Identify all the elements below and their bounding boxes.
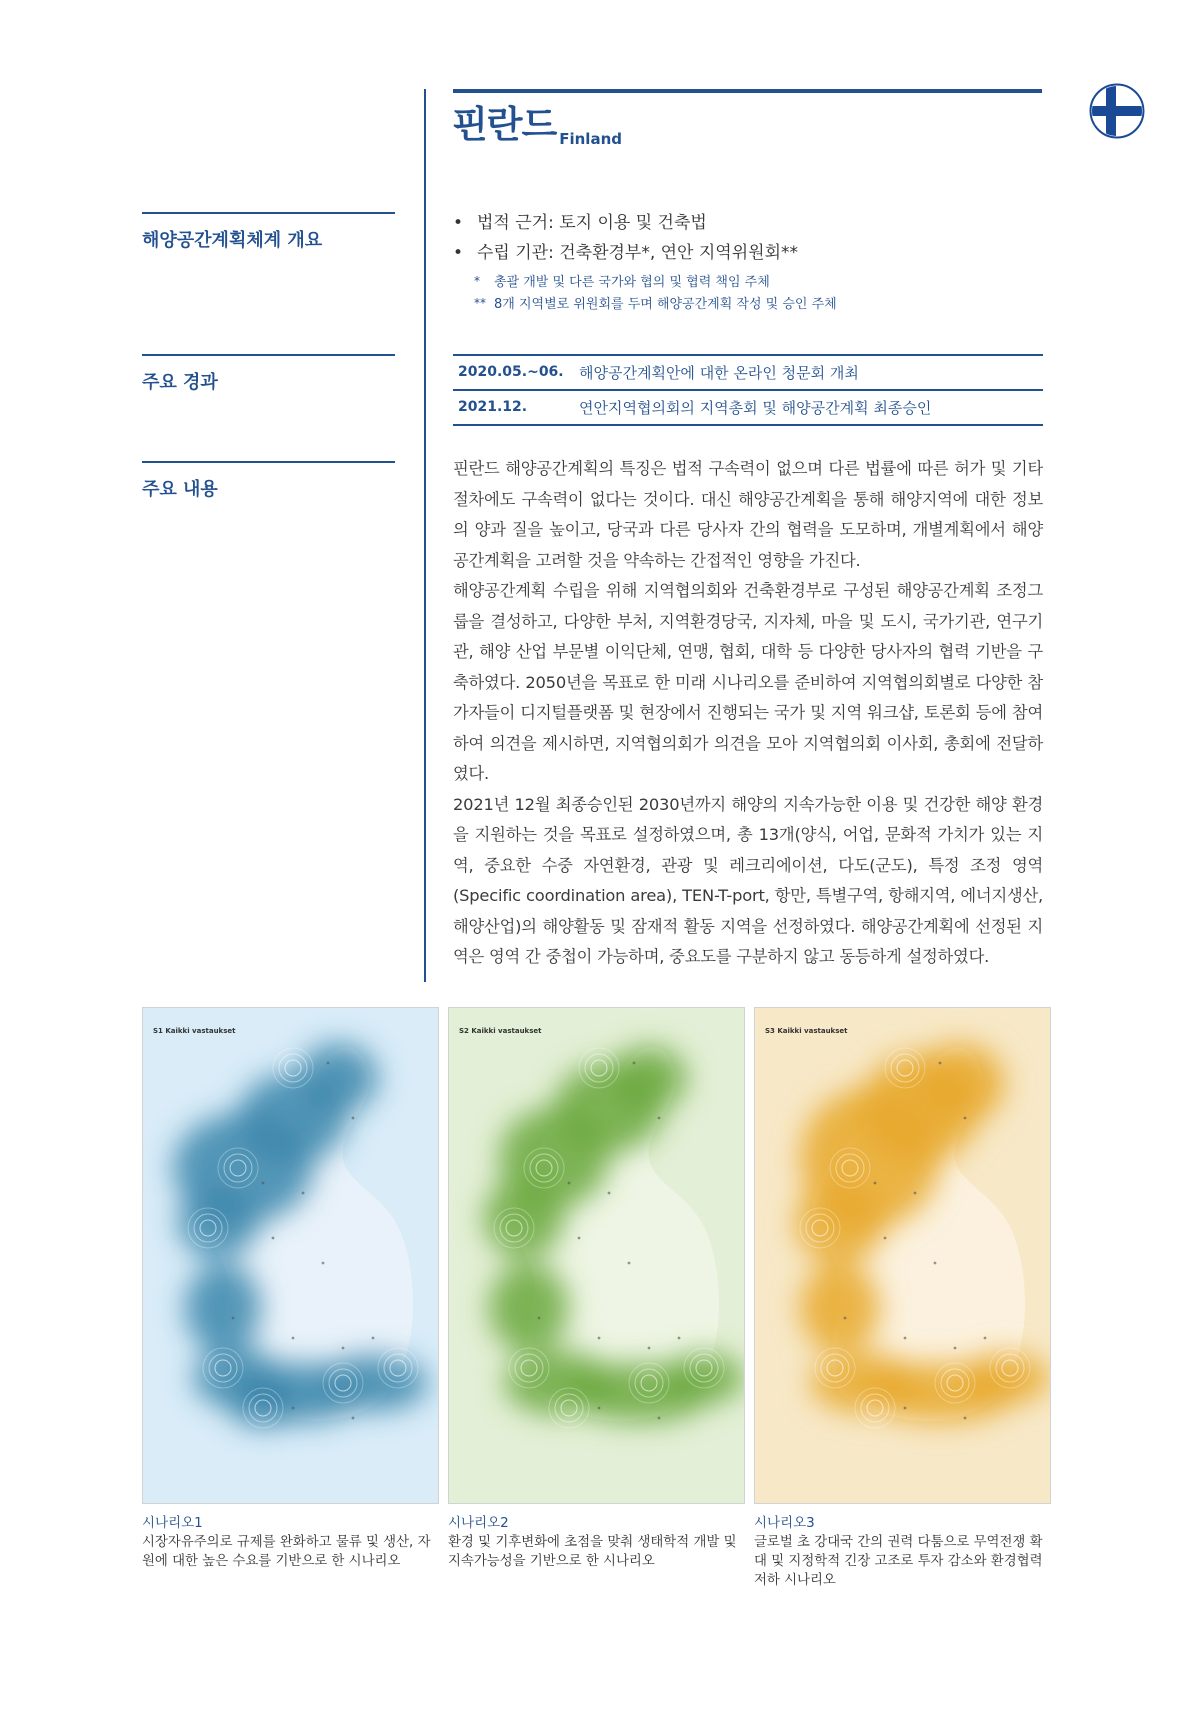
- town-dot: [232, 1317, 235, 1320]
- town-dot: [578, 1237, 581, 1240]
- town-dot: [292, 1337, 295, 1340]
- map-label: S2 Kaikki vastaukset: [459, 1027, 542, 1035]
- town-dot: [262, 1182, 265, 1185]
- caption-title: 시나리오3: [754, 1515, 815, 1531]
- town-dot: [648, 1347, 651, 1350]
- section-heading-overview: 해양공간계획체계 개요: [142, 230, 323, 251]
- timeline-table: [453, 354, 1043, 426]
- town-dot: [302, 1192, 305, 1195]
- body-paragraph: 해양공간계획 수립을 위해 지역협의회와 건축환경부로 구성된 해양공간계획 조정그룹을 결성하고, 다양한 부처, 지역환경당국, 지자체, 마을 및 도시, 국가기관, 연구기관, 해양 산업 부문별 이익단체, 연맹, 협회, 대학 등 다양한 당사자의 협력 기반을 구축하였다. 2050년을 목표로 한 미래 시나리오를 준비하여 지역협의회별로 다양한 참가자들이 디지털플랫폼 및 현장에서 진행되는 국가 및 지역 워크샵, 토론회 등에 참여하여 의견을 제시하면, 지역협의회가 의견을 모아 지역협의회 이사회, 총회에 전달하였다.: [453, 581, 1043, 783]
- town-dot: [914, 1192, 917, 1195]
- overview-bullet-text: 수립 기관: 건축환경부*, 연안 지역위원회**: [477, 243, 798, 263]
- scenario-map-2: [448, 1007, 745, 1504]
- heat-blob: [178, 1188, 258, 1258]
- caption-title: 시나리오1: [142, 1515, 203, 1531]
- overview-list: [453, 208, 1043, 316]
- section-heading-content: 주요 내용: [142, 479, 218, 500]
- caption-text: 시장자유주의로 규제를 완화하고 물류 및 생산, 자원에 대한 높은 수요를 기반으로 한 시나리오: [142, 1535, 431, 1569]
- footnote: [474, 294, 1043, 316]
- caption-title: 시나리오2: [448, 1515, 509, 1531]
- section-rule-progress: [142, 354, 395, 356]
- town-dot: [844, 1317, 847, 1320]
- town-dot: [598, 1407, 601, 1410]
- timeline-row: [453, 389, 1043, 426]
- overview-bullet: • 법적 근거: 토지 이용 및 건축법: [453, 208, 1043, 238]
- timeline-event: 연안지역협의회의 지역총회 및 해양공간계획 최종승인: [579, 399, 932, 417]
- caption-text: 글로벌 초 강대국 간의 권력 다툼으로 무역전쟁 확대 및 지정학적 긴장 고조로 투자 감소와 환경협력 저하 시나리오: [754, 1535, 1043, 1588]
- overview-bullet: [453, 238, 1043, 268]
- town-dot: [954, 1347, 957, 1350]
- finland-flag-icon: [1089, 83, 1145, 139]
- column-divider: [424, 89, 426, 982]
- town-dot: [352, 1117, 355, 1120]
- town-dot: [352, 1417, 355, 1420]
- heatmap-graphic: [143, 1008, 438, 1503]
- town-dot: [964, 1417, 967, 1420]
- scenario-map-1: [142, 1007, 439, 1504]
- town-dot: [874, 1182, 877, 1185]
- map-label: S1 Kaikki vastaukset: [153, 1027, 236, 1035]
- heat-blob: [489, 1263, 569, 1353]
- town-dot: [322, 1262, 325, 1265]
- heat-blob: [185, 1263, 261, 1353]
- town-dot: [884, 1237, 887, 1240]
- town-dot: [633, 1062, 636, 1065]
- town-dot: [904, 1337, 907, 1340]
- heatmap-graphic: [449, 1008, 744, 1503]
- heat-blob: [960, 1353, 1050, 1403]
- town-dot: [964, 1117, 967, 1120]
- town-dot: [568, 1182, 571, 1185]
- town-dot: [628, 1262, 631, 1265]
- town-dot: [934, 1262, 937, 1265]
- town-dot: [678, 1337, 681, 1340]
- footnote-mark: **: [474, 296, 486, 310]
- map-caption: [142, 1514, 438, 1571]
- town-dot: [658, 1117, 661, 1120]
- town-dot: [342, 1347, 345, 1350]
- page-title-ko: 핀란드: [452, 103, 557, 146]
- heat-blob: [800, 1263, 880, 1353]
- page-title: [452, 100, 622, 150]
- map-caption: [754, 1514, 1050, 1590]
- map-caption: [448, 1514, 744, 1571]
- scenario-map-3: [754, 1007, 1051, 1504]
- page-title-en: Finland: [559, 130, 622, 148]
- timeline-date: 2021.12.: [458, 399, 528, 415]
- town-dot: [904, 1407, 907, 1410]
- heat-blob: [915, 1043, 1005, 1123]
- footnote-text: 8개 지역별로 위원회를 두며 해양공간계획 작성 및 승인 주체: [494, 297, 837, 312]
- section-heading-progress: 주요 경과: [142, 372, 218, 393]
- map-label: S3 Kaikki vastaukset: [765, 1027, 848, 1035]
- town-dot: [608, 1192, 611, 1195]
- heat-blob: [611, 1046, 687, 1110]
- town-dot: [327, 1062, 330, 1065]
- body-paragraph: 핀란드 해양공간계획의 특징은 법적 구속력이 없으며 다른 법률에 따른 허가 및 기타 절차에도 구속력이 없다는 것이다. 대신 해양공간계획을 통해 해양지역에 대한 정보의 양과 질을 높이고, 당국과 다른 당사자 간의 협력을 도모하며, 개별계획에서 해양공간계획을 고려할 것을 약속하는 간접적인 영향을 가진다.: [453, 459, 1043, 570]
- heat-blob: [795, 1183, 885, 1263]
- timeline-row: [453, 354, 1043, 389]
- heat-blob: [228, 1378, 298, 1428]
- heatmap-graphic: [755, 1008, 1050, 1503]
- town-dot: [939, 1062, 942, 1065]
- footnote-mark: *: [474, 274, 480, 288]
- town-dot: [272, 1237, 275, 1240]
- town-dot: [538, 1317, 541, 1320]
- section-rule-overview: [142, 212, 395, 214]
- body-paragraph: 2021년 12월 최종승인된 2030년까지 해양의 지속가능한 이용 및 건강한 해양 환경을 지원하는 것을 목표로 설정하였으며, 총 13개(양식, 어업, 문화적 가치가 있는 지역, 중요한 수중 자연환경, 관광 및 레크리에이션, 다도(군도), 특정 조정 영역(Specific coordination area), TEN-T-port, 항만, 특별구역, 항해지역, 에너지생산, 해양산업)의 해양활동 및 잠재적 활동 지역을 선정하였다. 해양공간계획에 선정된 지역은 영역 간 중첩이 가능하며, 중요도를 구분하지 않고 동등하게 설정하였다.: [453, 794, 1043, 966]
- town-dot: [372, 1337, 375, 1340]
- town-dot: [598, 1337, 601, 1340]
- caption-text: 환경 및 기후변화에 초점을 맞춰 생태학적 개발 및 지속가능성을 기반으로 한 시나리오: [448, 1535, 737, 1569]
- timeline-date: 2020.05.~06.: [458, 364, 564, 380]
- title-rule: [453, 89, 1042, 93]
- town-dot: [292, 1407, 295, 1410]
- section-rule-content: [142, 461, 395, 463]
- town-dot: [658, 1417, 661, 1420]
- main-content: [453, 454, 1043, 973]
- footnote-text: 총괄 개발 및 다른 국가와 협의 및 협력 책임 주체: [494, 275, 770, 290]
- footnote: [474, 272, 1043, 294]
- timeline-event: 해양공간계획안에 대한 온라인 청문회 개최: [579, 364, 859, 382]
- town-dot: [984, 1337, 987, 1340]
